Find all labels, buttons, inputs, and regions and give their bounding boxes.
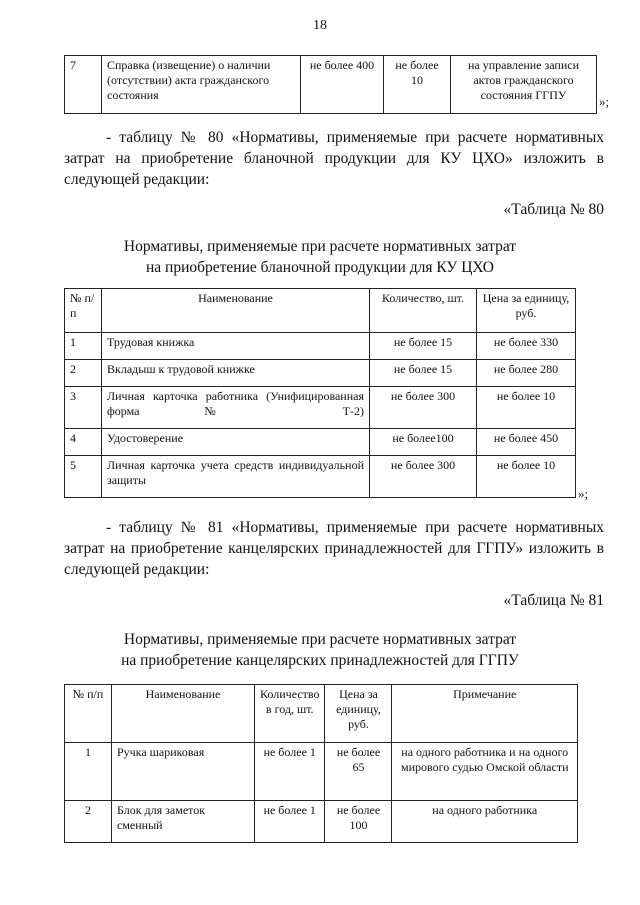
header-name: Наименование: [112, 685, 255, 743]
table80-label: «Таблица № 80: [503, 201, 604, 218]
table-row: 4 Удостоверение не более100 не более 450: [65, 429, 576, 456]
table80-title: Нормативы, применяемые при расчете нормативных затрат на приобретение бланочной продукции для КУ ЦХО: [123, 238, 517, 276]
header-num: № п/п: [65, 289, 102, 333]
header-price: Цена за единицу, руб.: [325, 685, 392, 743]
paragraph-amend-table81: - таблицу № 81 «Нормативы, применяемые при расчете нормативных затрат на приобретение канцелярских принадлежностей для ГГПУ» изложить в следующей редакции:: [64, 519, 604, 578]
row-num: 7: [65, 56, 102, 114]
table-header-row: [65, 289, 576, 333]
header-qty: Количество в год, шт.: [255, 685, 325, 743]
table-header-row: [65, 685, 578, 743]
header-num: № п/п: [65, 685, 112, 743]
header-note: Примечание: [392, 685, 578, 743]
table-row: 1 Ручка шариковая не более 1 не более 65 на одного работника и на одного мирового судью Омской области: [65, 743, 578, 801]
table-row: 2 Вкладыш к трудовой книжке не более 15 не более 280: [65, 360, 576, 387]
page-number: 18: [313, 18, 327, 33]
row-name: Справка (извещение) о наличии (отсутствии) акта гражданского состояния: [102, 56, 301, 114]
table-row: [65, 56, 597, 114]
header-price: Цена за единицу, руб.: [477, 289, 576, 333]
table81-title: Нормативы, применяемые при расчете нормативных затрат на приобретение канцелярских принадлежностей для ГГПУ: [121, 631, 519, 669]
table79-continuation: [64, 55, 597, 114]
table-row: 1 Трудовая книжка не более 15 не более 330: [65, 333, 576, 360]
row-qty: не более 400: [301, 56, 384, 114]
table81-label: «Таблица № 81: [503, 592, 604, 609]
table81: [64, 684, 578, 843]
row-note: на управление записи актов гражданского состояния ГГПУ: [451, 56, 597, 114]
closing-quote: »;: [578, 486, 589, 501]
table-row: 5 Личная карточка учета средств индивидуальной защиты не более 300 не более 10: [65, 456, 576, 498]
table-row: 2 Блок для заметок сменный не более 1 не более 100 на одного работника: [65, 801, 578, 843]
closing-quote: »;: [599, 94, 610, 109]
row-price: не более 10: [384, 56, 451, 114]
table80: [64, 288, 576, 498]
header-name: Наименование: [102, 289, 370, 333]
paragraph-amend-table80: - таблицу № 80 «Нормативы, применяемые при расчете нормативных затрат на приобретение бланочной продукции для КУ ЦХО» изложить в следующей редакции:: [64, 129, 604, 188]
table-row: 3 Личная карточка работника (Унифицированная форма № Т-2) не более 300 не более 10: [65, 387, 576, 429]
header-qty: Количество, шт.: [370, 289, 477, 333]
